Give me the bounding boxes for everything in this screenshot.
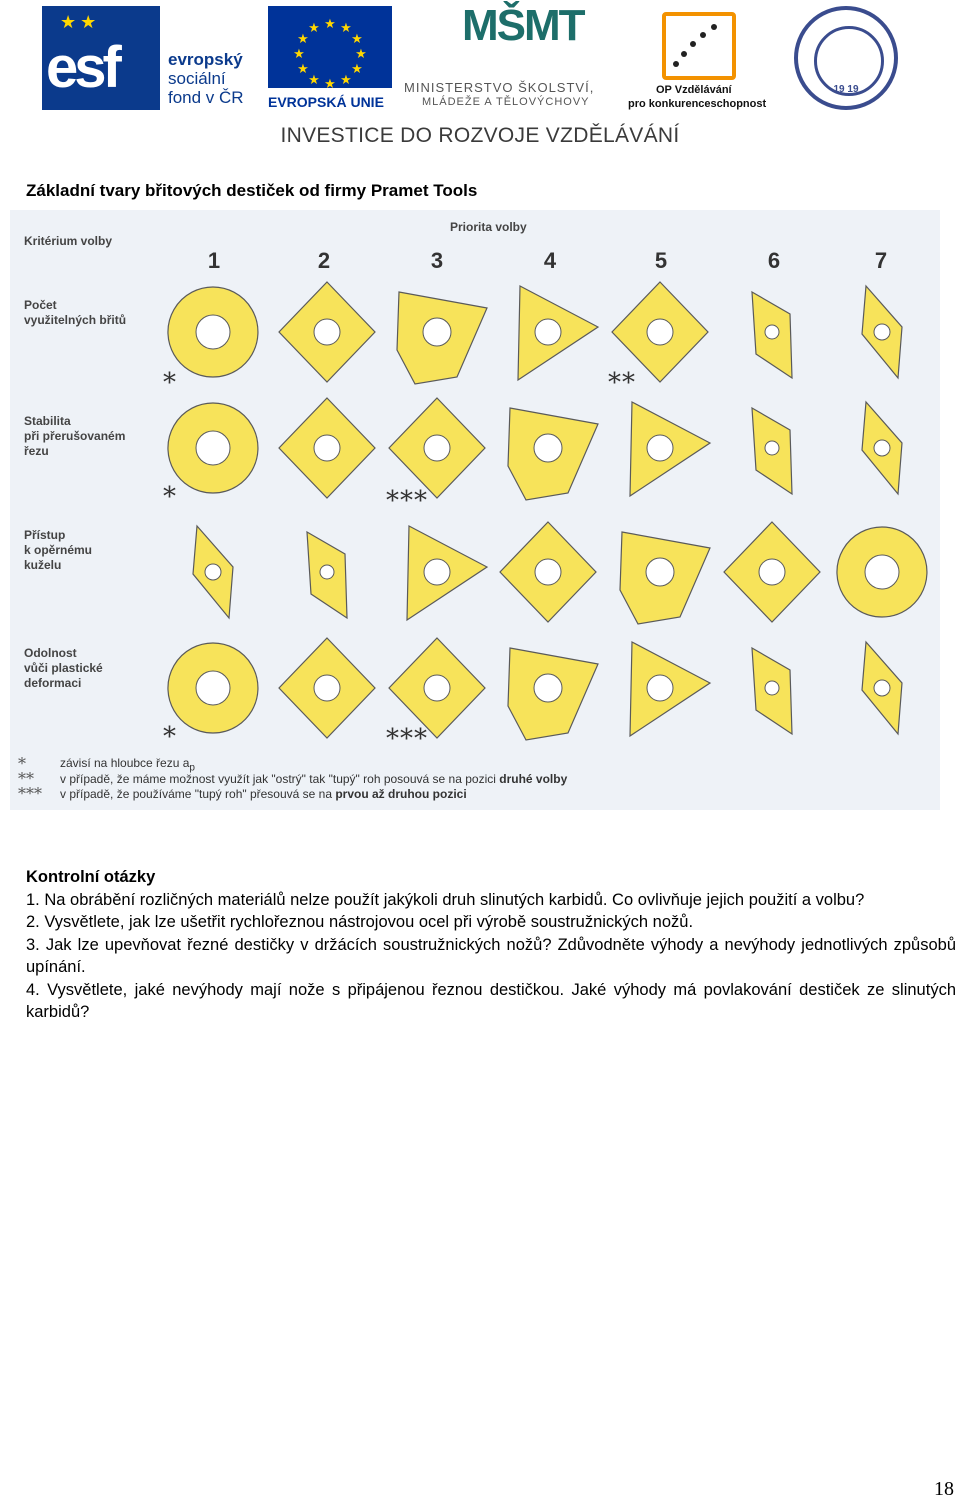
square-insert-icon [279,398,375,498]
insert-hole [196,431,230,465]
footnote-mark: * [163,482,177,512]
svg-text:★: ★ [351,62,363,77]
op-dots-icon [666,16,732,76]
rhombus-sharp-insert-icon [862,286,902,378]
column-number: 1 [207,248,221,273]
svg-text:★: ★ [308,21,320,36]
insert-hole [320,565,334,579]
row-label-access: Přístup k opěrnému kuželu [24,528,93,572]
svg-text:★: ★ [297,32,309,47]
review-questions [26,866,956,1024]
svg-text:★: ★ [351,32,363,47]
triangle-insert-icon [630,402,710,496]
esf-blue-block [42,6,160,110]
svg-text:★: ★ [308,73,320,88]
esf-logo [42,6,264,110]
svg-text:★: ★ [324,17,336,32]
legend-subscript: p [189,762,195,774]
op-logo [628,6,778,110]
insert-hole [535,319,561,345]
svg-text:★: ★ [340,21,352,36]
msmt-line1: MINISTERSTVO ŠKOLSTVÍ, [404,80,595,95]
column-number: 7 [874,248,888,273]
legend-text [60,787,467,801]
square-insert-icon [612,282,708,382]
legend-text-main: v případě, že používáme "tupý roh" přesouvá se na [60,787,336,801]
rhombus-narrow-insert-icon [752,648,792,734]
eu-flag-icon [268,6,392,88]
column-number: 6 [767,248,781,273]
esf-text [168,50,244,107]
square-insert-icon [279,282,375,382]
insert-hole [424,435,450,461]
round-insert-icon [837,527,927,617]
insert-hole [205,564,221,580]
svg-text:★: ★ [297,62,309,77]
question-item: 3. Jak lze upevňovat řezné destičky v držácích soustružnických nožů? Zdůvodněte výhody a nevýhody jednotlivých způsobů upínání. [26,935,956,976]
insert-hole [534,674,562,702]
insert-hole [647,319,673,345]
legend-text-main: závisí na hloubce řezu a [60,756,190,770]
msmt-logo [404,1,626,110]
square-insert-icon [279,638,375,738]
legend-symbol: * [18,754,26,773]
footnote-mark: * [163,722,177,752]
insert-hole [535,559,561,585]
rhombus-sharp-insert-icon [862,642,902,734]
criterion-label: Kritérium volby [24,234,113,248]
insert-shapes-canvas [10,210,940,810]
op-line2: pro konkurenceschopnost [628,98,767,110]
insert-hole [534,434,562,462]
insert-hole [765,441,779,455]
svg-text:★: ★ [340,73,352,88]
insert-hole [874,440,890,456]
page-heading: Základní tvary břitových destiček od firmy Pramet Tools [26,181,478,200]
insert-hole [874,680,890,696]
column-number: 2 [317,248,331,273]
square-insert-icon [389,638,485,738]
seal-year: 19 19 [833,84,859,95]
footnote-mark: ** [608,368,636,398]
pentagon-insert-icon [397,292,487,384]
question-item: 4. Vysvětlete, jaké nevýhody mají nože s připájenou řeznou destičkou. Jaké výhody má povlakování destiček ze slinutých karbidů? [26,980,956,1021]
insert-hole [314,319,340,345]
rhombus-narrow-insert-icon [752,292,792,378]
column-number: 4 [543,248,557,273]
esf-line2: sociální [168,69,226,88]
legend-text [60,772,567,786]
legend-text-bold: druhé volby [499,772,568,786]
square-insert-icon [724,522,820,622]
legend-text [60,756,195,773]
eu-caption: EVROPSKÁ UNIE [268,94,384,110]
round-insert-icon [168,403,258,493]
insert-hole [314,435,340,461]
esf-letters: esf [46,35,118,100]
rhombus-sharp-insert-icon [193,526,233,618]
column-number: 5 [654,248,668,273]
round-insert-icon [168,287,258,377]
insert-hole [646,558,674,586]
op-line1: OP Vzdělávání [656,84,732,96]
row-label-stability: Stabilita při přerušovaném řezu [24,414,126,458]
msmt-line2: MLÁDEŽE A TĚLOVÝCHOVY [422,96,590,108]
insert-hole [765,325,779,339]
insert-hole [759,559,785,585]
question-item: 2. Vysvětlete, jak lze ušetřit rychlořeznou nástrojovou ocel při výrobě soustružnických nožů. [26,913,694,931]
square-insert-icon [500,522,596,622]
insert-shapes-figure [10,210,940,810]
school-seal-logo [794,6,898,110]
row-label-edges: Počet využitelných břitů [24,298,127,327]
priority-label: Priorita volby [450,220,527,234]
footnote-mark: * [163,368,177,398]
pentagon-insert-icon [620,532,710,624]
op-frame-icon [662,12,736,80]
insert-hole [647,675,673,701]
footnote-mark: *** [386,486,428,516]
triangle-insert-icon [518,286,598,380]
eu-stars-icon [268,6,392,88]
triangle-insert-icon [407,526,487,620]
slogan: INVESTICE DO ROZVOJE VZDĚLÁVÁNÍ [280,124,680,147]
insert-hole [865,555,899,589]
row-label-deformation: Odolnost vůči plastické deformaci [24,646,103,690]
insert-hole [424,675,450,701]
insert-hole [647,435,673,461]
star-icon: ★★ [60,12,101,32]
esf-line1: evropský [168,50,243,69]
rhombus-sharp-insert-icon [862,402,902,494]
legend-symbol: ** [18,769,34,788]
question-item: 1. Na obrábění rozličných materiálů nelze použít jakýkoli druh slinutých karbidů. Co ovlivňuje jejich použití a volbu? [26,890,865,909]
insert-hole [196,671,230,705]
eu-logo [268,6,394,110]
legend-text-main: v případě, že máme možnost využít jak "ostrý" tak "tupý" roh posouvá se na pozici [60,772,500,786]
insert-hole [196,315,230,349]
msmt-mark: MŠMT [462,1,584,50]
legend-symbol: *** [18,784,42,803]
rhombus-narrow-insert-icon [307,532,347,618]
page-number: 18 [934,1478,954,1500]
insert-hole [314,675,340,701]
column-number: 3 [430,248,444,273]
rhombus-narrow-insert-icon [752,408,792,494]
round-insert-icon [168,643,258,733]
pentagon-insert-icon [508,408,598,500]
triangle-insert-icon [630,642,710,736]
insert-hole [874,324,890,340]
questions-title: Kontrolní otázky [26,868,156,886]
logo-strip [40,0,920,112]
svg-text:★: ★ [293,47,305,62]
pentagon-insert-icon [508,648,598,740]
svg-text:★: ★ [324,77,336,88]
square-insert-icon [389,398,485,498]
insert-hole [765,681,779,695]
insert-hole [424,559,450,585]
esf-line3: fond v ČR [168,88,244,107]
footnote-mark: *** [386,724,428,754]
svg-text:★: ★ [355,47,367,62]
insert-hole [423,318,451,346]
legend-text-bold: prvou až druhou pozici [335,787,467,801]
